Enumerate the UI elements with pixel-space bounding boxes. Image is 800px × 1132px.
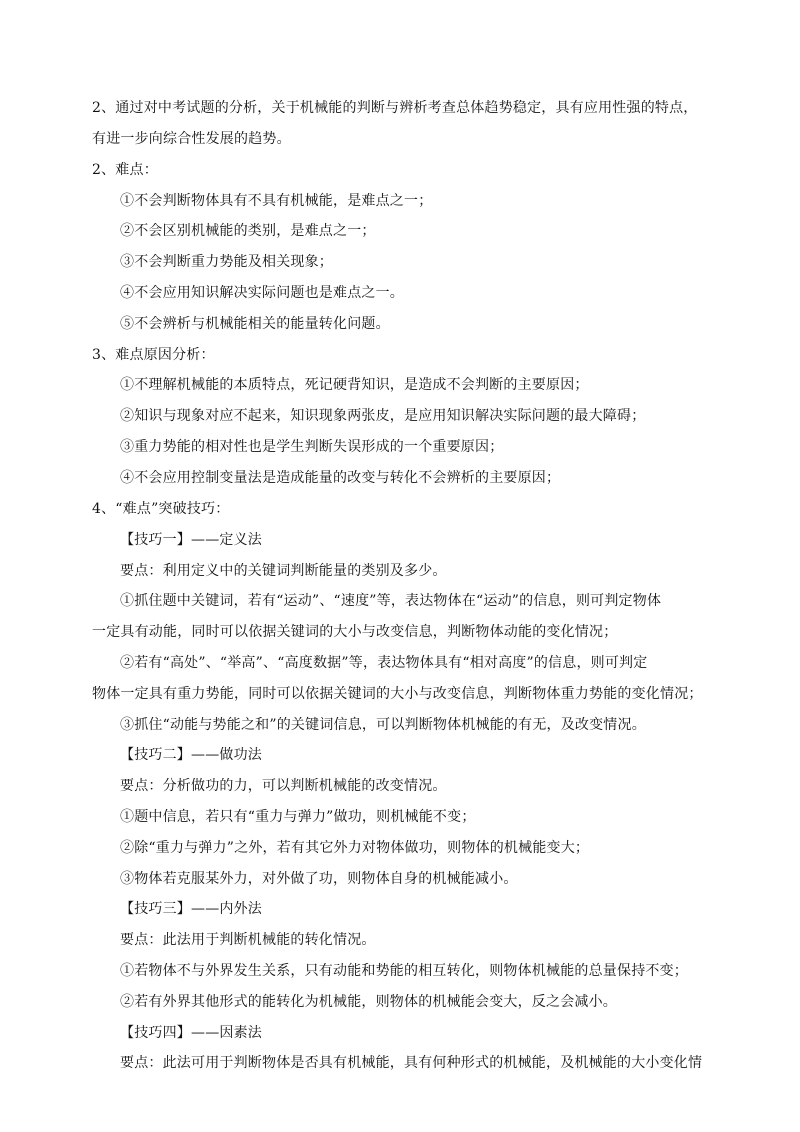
technique-heading: 【技巧一】——定义法 <box>120 532 262 548</box>
key-point: 要点：此法可用于判断物体是否具有机械能，具有何种形式的机械能，及机械能的大小变化情 <box>120 1055 703 1071</box>
section-heading: 4、“难点”突破技巧： <box>92 501 230 517</box>
key-point: 要点：分析做功的力，可以判断机械能的改变情况。 <box>120 778 447 794</box>
list-item: ③不会判断重力势能及相关现象； <box>120 254 333 270</box>
list-item: ②若有外界其他形式的能转化为机械能，则物体的机械能会变大，反之会减小。 <box>120 994 617 1010</box>
list-item: ①抓住题中关键词，若有“运动”、“速度”等，表达物体在“运动”的信息，则可判定物体 <box>120 593 662 609</box>
list-item: ②除“重力与弹力”之外，若有其它外力对物体做功，则物体的机械能变大； <box>120 840 590 856</box>
paragraph-line: 一定具有动能，同时可以依据关键词的大小与改变信息，判断物体动能的变化情况； <box>92 624 618 640</box>
list-item: ①若物体不与外界发生关系，只有动能和势能的相互转化，则物体机械能的总量保持不变； <box>120 963 688 979</box>
technique-heading: 【技巧二】——做功法 <box>120 747 262 763</box>
list-item: ④不会应用控制变量法是造成能量的改变与转化不会辨析的主要原因； <box>120 470 561 486</box>
technique-heading: 【技巧三】——内外法 <box>120 901 262 917</box>
key-point: 要点：此法用于判断机械能的转化情况。 <box>120 932 376 948</box>
paragraph-line: 有进一步向综合性发展的趋势。 <box>92 131 291 147</box>
key-point: 要点：利用定义中的关键词判断能量的类别及多少。 <box>120 563 447 579</box>
list-item: ③重力势能的相对性也是学生判断失误形成的一个重要原因； <box>120 439 504 455</box>
section-heading: 2、难点： <box>92 162 158 178</box>
list-item: ②若有“高处”、“举高”、“高度数据”等，表达物体具有“相对高度”的信息，则可判定 <box>120 655 648 671</box>
list-item: ⑤不会辨析与机械能相关的能量转化问题。 <box>120 316 390 332</box>
list-item: ①不会判断物体具有不具有机械能，是难点之一； <box>120 193 433 209</box>
list-item: ①不理解机械能的本质特点，死记硬背知识，是造成不会判断的主要原因； <box>120 377 589 393</box>
list-item: ③物体若克服某外力，对外做了功，则物体自身的机械能减小。 <box>120 871 518 887</box>
paragraph-line: 2、通过对中考试题的分析，关于机械能的判断与辨析考查总体趋势稳定，具有应用性强的特点， <box>92 100 698 116</box>
paragraph-line: 物体一定具有重力势能，同时可以依据关键词的大小与改变信息，判断物体重力势能的变化情况； <box>92 686 703 702</box>
list-item: ②不会区别机械能的类别，是难点之一； <box>120 223 376 239</box>
list-item: ①题中信息，若只有“重力与弹力”做功，则机械能不变； <box>120 809 476 825</box>
list-item: ④不会应用知识解决实际问题也是难点之一。 <box>120 285 404 301</box>
section-heading: 3、难点原因分析： <box>92 347 215 363</box>
technique-heading: 【技巧四】——因素法 <box>120 1025 262 1041</box>
list-item: ③抓住“动能与势能之和”的关键词信息，可以判断物体机械能的有无，及改变情况。 <box>120 717 646 733</box>
list-item: ②知识与现象对应不起来，知识现象两张皮，是应用知识解决实际问题的最大障碍； <box>120 408 646 424</box>
